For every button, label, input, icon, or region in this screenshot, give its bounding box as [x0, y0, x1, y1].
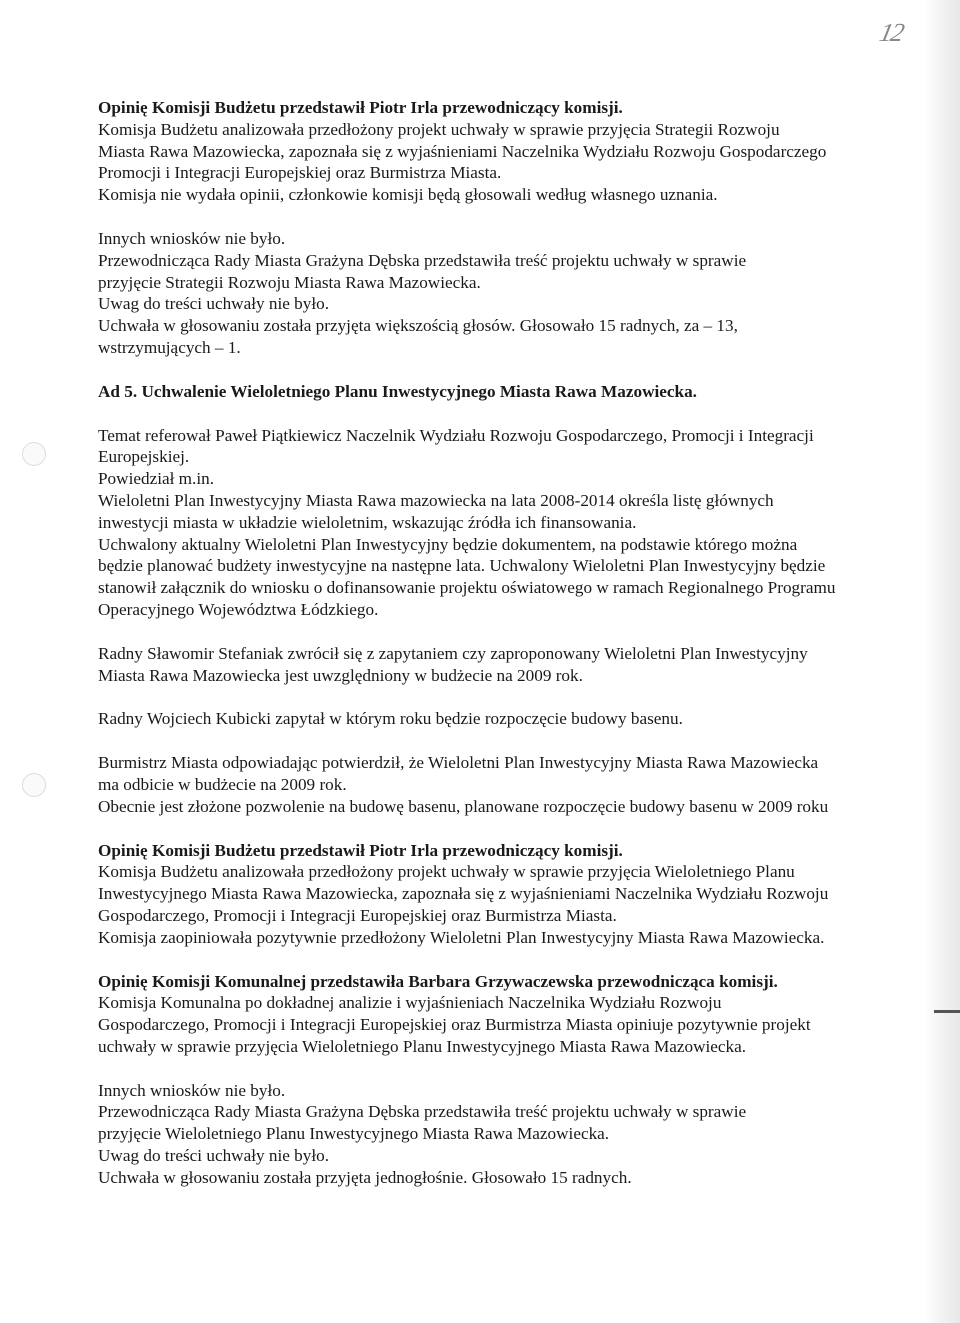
text-line: ma odbicie w budżecie na 2009 rok.	[98, 774, 347, 794]
punch-hole	[22, 442, 46, 466]
document-body	[98, 97, 898, 1189]
paragraph-gap	[98, 403, 898, 425]
text-line: Uchwała w głosowaniu została przyjęta jednogłośnie. Głosowało 15 radnych.	[98, 1167, 632, 1187]
paragraph-gap	[98, 818, 898, 840]
text-line: Powiedział m.in.	[98, 469, 214, 489]
text-line: Uwag do treści uchwały nie było.	[98, 294, 330, 314]
text-line: Operacyjnego Województwa Łódzkiego.	[98, 599, 379, 619]
paragraph-gap	[98, 949, 898, 971]
text-line: Gospodarczego, Promocji i Integracji Europejskiej oraz Burmistrza Miasta.	[98, 905, 617, 925]
text-line: Temat referował Paweł Piątkiewicz Naczelnik Wydziału Rozwoju Gospodarczego, Promocji i Integracji	[98, 425, 814, 445]
paragraph-gap	[98, 359, 898, 381]
text-line: Inwestycyjnego Miasta Rawa Mazowiecka, zapoznała się z wyjaśnieniami Naczelnika Wydziału Rozwoju	[98, 884, 829, 904]
text-line: Innych wniosków nie było.	[98, 228, 286, 248]
text-line: stanowił załącznik do wniosku o dofinansowanie projektu oświatowego w ramach Regionalnego Programu	[98, 578, 836, 598]
text-line: uchwały w sprawie przyjęcia Wieloletniego Planu Inwestycyjnego Miasta Rawa Mazowiecka.	[98, 1036, 747, 1056]
text-line: Uchwała w głosowaniu została przyjęta większością głosów. Głosowało 15 radnych, za – 13,	[98, 316, 738, 336]
section-heading-line: Ad 5. Uchwalenie Wieloletniego Planu Inwestycyjnego Miasta Rawa Mazowiecka.	[98, 381, 697, 401]
text-line: Miasta Rawa Mazowiecka jest uwzględniony w budżecie na 2009 rok.	[98, 665, 583, 685]
paragraph-gap	[98, 686, 898, 708]
text-line: Wieloletni Plan Inwestycyjny Miasta Rawa mazowiecka na lata 2008-2014 określa listę głównych	[98, 490, 774, 510]
text-line: Innych wniosków nie było.	[98, 1080, 286, 1100]
text-line: przyjęcie Strategii Rozwoju Miasta Rawa Mazowiecka.	[98, 272, 481, 292]
text-line: Komisja Komunalna po dokładnej analizie i wyjaśnieniach Naczelnika Wydziału Rozwoju	[98, 993, 722, 1013]
text-line: Obecnie jest złożone pozwolenie na budowę basenu, planowane rozpoczęcie budowy basenu w 2009 roku	[98, 796, 829, 816]
text-line: wstrzymujących – 1.	[98, 337, 241, 357]
text-line: Komisja Budżetu analizowała przedłożony projekt uchwały w sprawie przyjęcia Wieloletniego Planu	[98, 862, 795, 882]
paragraph-gap	[98, 1058, 898, 1080]
text-line: Radny Sławomir Stefaniak zwrócił się z zapytaniem czy zaproponowany Wieloletni Plan Inwestycyjny	[98, 643, 808, 663]
page-number: 12	[877, 18, 906, 47]
paragraph-gap	[98, 730, 898, 752]
page-edge-shadow	[924, 0, 960, 1323]
paragraph-gap	[98, 206, 898, 228]
text-line: inwestycji miasta w układzie wieloletnim, wskazując źródła ich finansowania.	[98, 512, 637, 532]
text-line: Gospodarczego, Promocji i Integracji Europejskiej oraz Burmistrza Miasta opiniuje pozytywnie projekt	[98, 1015, 811, 1035]
text-line: Europejskiej.	[98, 447, 190, 467]
text-line: przyjęcie Wieloletniego Planu Inwestycyjnego Miasta Rawa Mazowiecka.	[98, 1124, 610, 1144]
edge-mark	[934, 1010, 960, 1013]
text-line: Komisja Budżetu analizowała przedłożony projekt uchwały w sprawie przyjęcia Strategii Rozwoju	[98, 119, 780, 139]
punch-hole	[22, 773, 46, 797]
text-line: Uchwalony aktualny Wieloletni Plan Inwestycyjny będzie dokumentem, na podstawie którego można	[98, 534, 798, 554]
text-line: Komisja zaopiniowała pozytywnie przedłożony Wieloletni Plan Inwestycyjny Miasta Rawa Mazowiecka.	[98, 927, 825, 947]
text-line: Przewodnicząca Rady Miasta Grażyna Dębska przedstawiła treść projektu uchwały w sprawie	[98, 250, 747, 270]
text-line: Miasta Rawa Mazowiecka, zapoznała się z wyjaśnieniami Naczelnika Wydziału Rozwoju Gospodarczego	[98, 141, 827, 161]
text-line: Komisja nie wydała opinii, członkowie komisji będą głosowali według własnego uznania.	[98, 185, 718, 205]
text-line: Promocji i Integracji Europejskiej oraz Burmistrza Miasta.	[98, 163, 502, 183]
text-line: Przewodnicząca Rady Miasta Grażyna Dębska przedstawiła treść projektu uchwały w sprawie	[98, 1102, 747, 1122]
text-line: będzie planować budżety inwestycyjne na następne lata. Uchwalony Wieloletni Plan Inwestycyjny będzie	[98, 556, 826, 576]
text-line: Uwag do treści uchwały nie było.	[98, 1146, 330, 1166]
section-heading-line: Opinię Komisji Budżetu przedstawił Piotr Irla przewodniczący komisji.	[98, 98, 623, 117]
text-line: Burmistrz Miasta odpowiadając potwierdził, że Wieloletni Plan Inwestycyjny Miasta Rawa Mazowiecka	[98, 753, 819, 773]
paragraph-gap	[98, 621, 898, 643]
text-line: Radny Wojciech Kubicki zapytał w którym roku będzie rozpoczęcie budowy basenu.	[98, 709, 683, 729]
section-heading-line: Opinię Komisji Budżetu przedstawił Piotr Irla przewodniczący komisji.	[98, 840, 623, 860]
section-heading-line: Opinię Komisji Komunalnej przedstawiła Barbara Grzywaczewska przewodnicząca komisji.	[98, 971, 778, 991]
